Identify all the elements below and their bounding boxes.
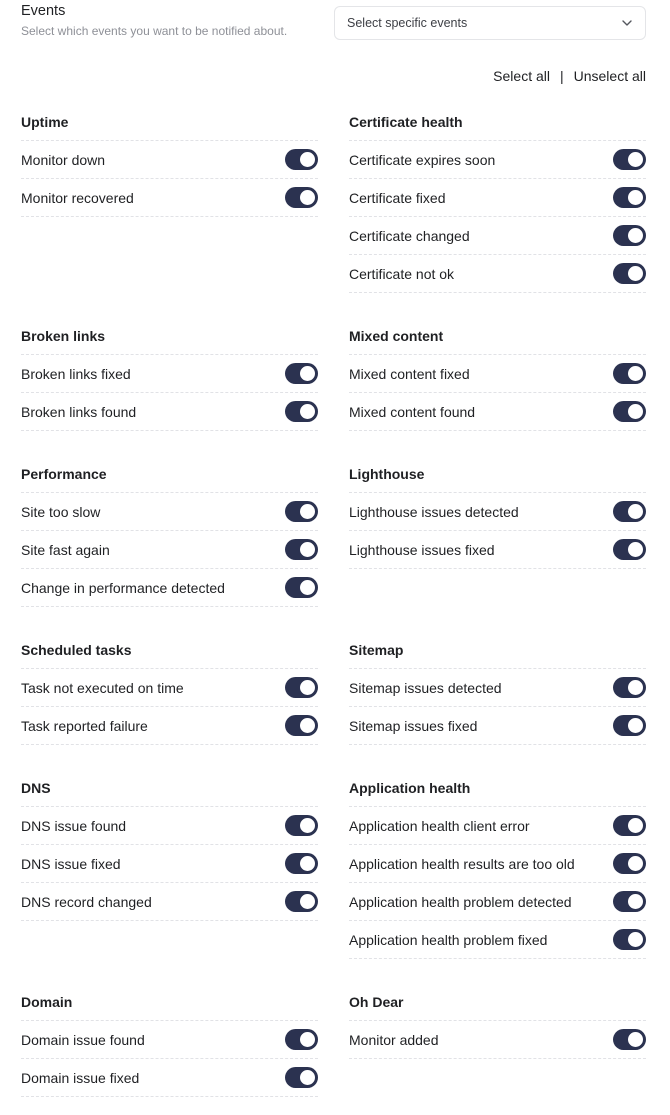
event-row	[349, 141, 646, 179]
toggle-knob	[300, 504, 315, 519]
event-group-mixed-content	[349, 317, 646, 431]
toggle-knob	[300, 580, 315, 595]
event-label: Mixed content found	[349, 403, 476, 420]
event-row	[21, 569, 318, 607]
event-label: DNS record changed	[21, 893, 152, 910]
event-group-performance	[21, 455, 318, 607]
select-all-button[interactable]: Select all	[493, 68, 550, 84]
event-group-sitemap	[349, 631, 646, 745]
event-toggle[interactable]	[285, 501, 318, 522]
event-group-lighthouse	[349, 455, 646, 569]
toggle-knob	[300, 1032, 315, 1047]
event-label: Application health client error	[349, 817, 530, 834]
toggle-knob	[628, 932, 643, 947]
toggle-knob	[300, 404, 315, 419]
event-group-oh-dear	[349, 983, 646, 1059]
event-label: Mixed content fixed	[349, 365, 470, 382]
event-label: Site too slow	[21, 503, 101, 520]
events-header	[21, 3, 321, 39]
event-toggle[interactable]	[613, 501, 646, 522]
event-toggle[interactable]	[613, 815, 646, 836]
group-title: Scheduled tasks	[21, 631, 318, 669]
event-row	[21, 141, 318, 179]
event-label: Monitor added	[349, 1031, 439, 1048]
event-toggle[interactable]	[285, 1067, 318, 1088]
event-row	[349, 807, 646, 845]
toggle-knob	[628, 718, 643, 733]
event-label: Application health problem fixed	[349, 931, 548, 948]
event-row	[21, 393, 318, 431]
event-select-dropdown[interactable]	[334, 6, 646, 40]
event-group-uptime	[21, 103, 318, 217]
event-row	[349, 393, 646, 431]
event-select-value: Select specific events	[347, 16, 468, 30]
event-row	[349, 1021, 646, 1059]
event-row	[349, 669, 646, 707]
toggle-knob	[300, 542, 315, 557]
event-label: Certificate changed	[349, 227, 470, 244]
group-title: Mixed content	[349, 317, 646, 355]
event-toggle[interactable]	[285, 815, 318, 836]
event-label: Broken links found	[21, 403, 137, 420]
event-label: DNS issue found	[21, 817, 127, 834]
event-group-certificate-health	[349, 103, 646, 293]
event-label: Sitemap issues fixed	[349, 717, 478, 734]
event-toggle[interactable]	[285, 853, 318, 874]
event-label: Change in performance detected	[21, 579, 225, 596]
toggle-knob	[628, 894, 643, 909]
event-row	[21, 179, 318, 217]
event-label: Domain issue fixed	[21, 1069, 140, 1086]
event-toggle[interactable]	[613, 539, 646, 560]
toggle-knob	[300, 718, 315, 733]
event-row	[21, 355, 318, 393]
group-title: Sitemap	[349, 631, 646, 669]
group-title: Oh Dear	[349, 983, 646, 1021]
event-toggle[interactable]	[613, 263, 646, 284]
event-toggle[interactable]	[613, 187, 646, 208]
event-toggle[interactable]	[613, 225, 646, 246]
event-toggle[interactable]	[613, 1029, 646, 1050]
event-row	[349, 255, 646, 293]
event-group-broken-links	[21, 317, 318, 431]
event-label: Task reported failure	[21, 717, 148, 734]
event-toggle[interactable]	[613, 715, 646, 736]
event-toggle[interactable]	[285, 1029, 318, 1050]
event-row	[349, 355, 646, 393]
unselect-all-button[interactable]: Unselect all	[573, 68, 646, 84]
group-title: Broken links	[21, 317, 318, 355]
event-row	[21, 1021, 318, 1059]
bulk-actions	[493, 68, 646, 84]
toggle-knob	[300, 680, 315, 695]
event-toggle[interactable]	[285, 363, 318, 384]
toggle-knob	[628, 266, 643, 281]
toggle-knob	[300, 190, 315, 205]
event-label: Sitemap issues detected	[349, 679, 502, 696]
toggle-knob	[300, 152, 315, 167]
toggle-knob	[300, 894, 315, 909]
event-label: DNS issue fixed	[21, 855, 121, 872]
event-toggle[interactable]	[285, 401, 318, 422]
event-toggle[interactable]	[285, 891, 318, 912]
toggle-knob	[628, 504, 643, 519]
event-row	[349, 531, 646, 569]
event-label: Certificate expires soon	[349, 151, 496, 168]
event-toggle[interactable]	[613, 677, 646, 698]
event-toggle[interactable]	[613, 891, 646, 912]
event-toggle[interactable]	[613, 363, 646, 384]
toggle-knob	[300, 1070, 315, 1085]
event-label: Certificate fixed	[349, 189, 446, 206]
toggle-knob	[300, 856, 315, 871]
event-group-scheduled-tasks	[21, 631, 318, 745]
event-row	[349, 707, 646, 745]
event-toggle[interactable]	[285, 677, 318, 698]
group-title: Uptime	[21, 103, 318, 141]
event-toggle[interactable]	[285, 539, 318, 560]
group-title: Lighthouse	[349, 455, 646, 493]
event-group-application-health	[349, 769, 646, 959]
event-toggle[interactable]	[613, 401, 646, 422]
event-row	[21, 707, 318, 745]
event-label: Monitor down	[21, 151, 106, 168]
event-row	[349, 179, 646, 217]
events-subtitle: Select which events you want to be notified about.	[21, 24, 288, 38]
toggle-knob	[300, 366, 315, 381]
toggle-knob	[628, 818, 643, 833]
event-toggle[interactable]	[285, 715, 318, 736]
event-label: Broken links fixed	[21, 365, 131, 382]
group-title: Domain	[21, 983, 318, 1021]
event-label: Certificate not ok	[349, 265, 455, 282]
event-row	[21, 493, 318, 531]
toggle-knob	[628, 152, 643, 167]
toggle-knob	[628, 190, 643, 205]
toggle-knob	[628, 404, 643, 419]
toggle-knob	[628, 1032, 643, 1047]
toggle-knob	[300, 818, 315, 833]
group-title: Performance	[21, 455, 318, 493]
event-label: Lighthouse issues fixed	[349, 541, 495, 558]
toggle-knob	[628, 542, 643, 557]
event-toggle[interactable]	[285, 577, 318, 598]
group-title: Application health	[349, 769, 646, 807]
event-toggle[interactable]	[613, 853, 646, 874]
event-group-dns	[21, 769, 318, 921]
bulk-separator: |	[559, 68, 564, 84]
event-row	[21, 531, 318, 569]
event-row	[349, 883, 646, 921]
group-title: Certificate health	[349, 103, 646, 141]
event-row	[21, 883, 318, 921]
toggle-knob	[628, 856, 643, 871]
event-label: Lighthouse issues detected	[349, 503, 519, 520]
event-row	[349, 493, 646, 531]
toggle-knob	[628, 680, 643, 695]
event-toggle[interactable]	[613, 929, 646, 950]
event-row	[21, 669, 318, 707]
event-label: Site fast again	[21, 541, 110, 558]
event-row	[21, 1059, 318, 1097]
toggle-knob	[628, 366, 643, 381]
event-label: Monitor recovered	[21, 189, 134, 206]
event-label: Domain issue found	[21, 1031, 145, 1048]
chevron-down-icon	[621, 17, 633, 29]
event-group-domain	[21, 983, 318, 1097]
event-row	[21, 845, 318, 883]
event-row	[21, 807, 318, 845]
group-title: DNS	[21, 769, 318, 807]
event-row	[349, 217, 646, 255]
toggle-knob	[628, 228, 643, 243]
event-label: Application health results are too old	[349, 855, 575, 872]
event-toggle[interactable]	[613, 149, 646, 170]
events-title: Events	[21, 3, 66, 19]
event-toggle[interactable]	[285, 187, 318, 208]
event-label: Application health problem detected	[349, 893, 572, 910]
event-row	[349, 845, 646, 883]
event-toggle[interactable]	[285, 149, 318, 170]
event-label: Task not executed on time	[21, 679, 184, 696]
event-row	[349, 921, 646, 959]
